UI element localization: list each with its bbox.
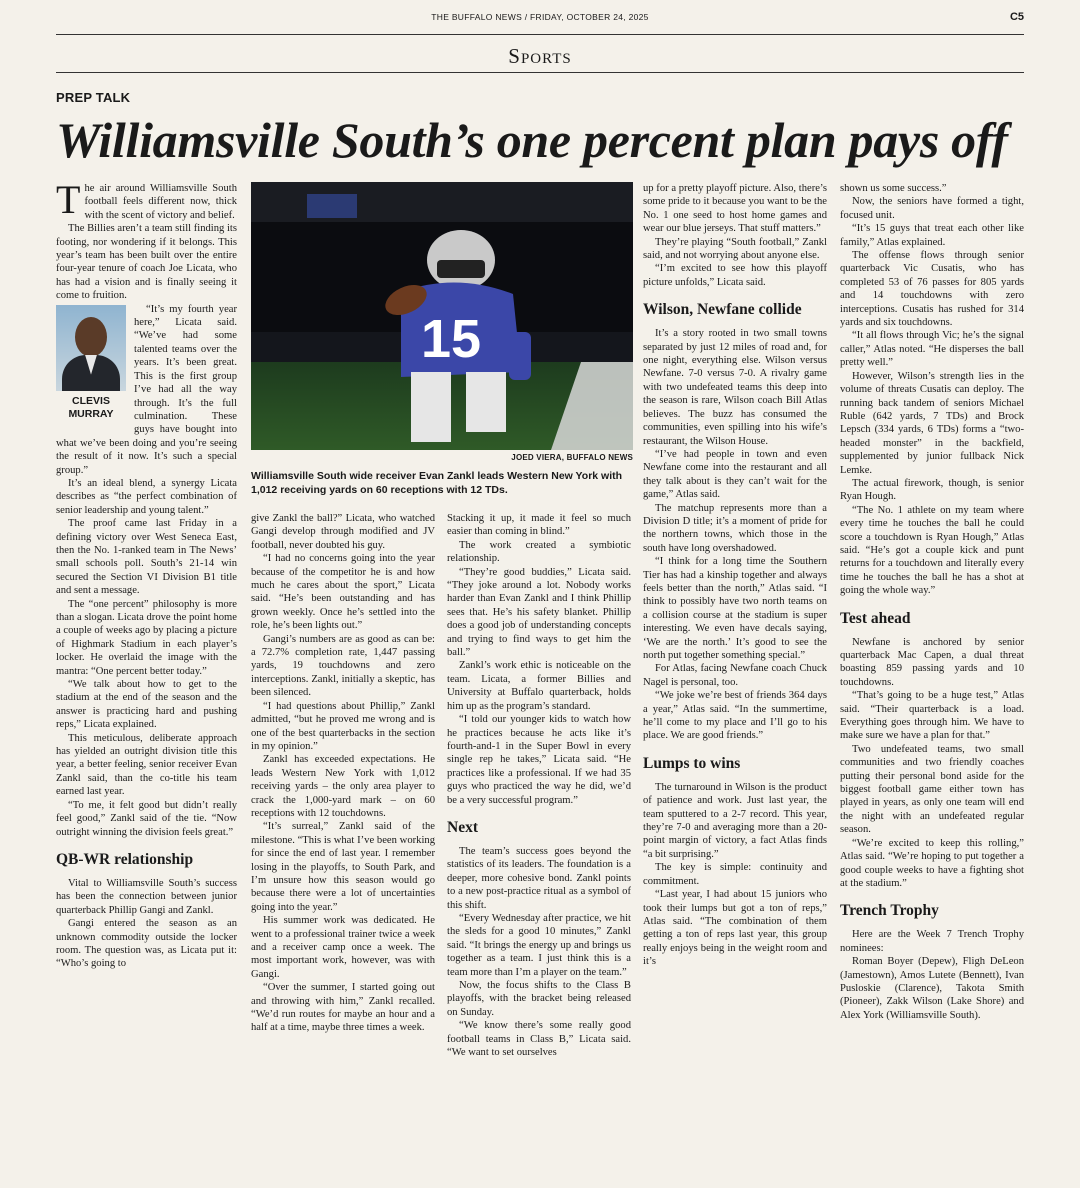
paragraph: Gangi entered the season as an unknown commodity outside the locker room. The question was, as Licata put it: “Who’s going to	[56, 918, 237, 970]
headline: Williamsville South’s one percent plan pays off	[56, 112, 1008, 168]
paragraph: The work created a symbiotic relationship.	[447, 539, 631, 565]
subheading: Lumps to wins	[643, 754, 741, 772]
paragraph-text: he air around Williamsville South football feels different now, thick with the scent of victory and belief.	[84, 183, 237, 221]
paragraph: “I told our younger kids to watch how he practices because he acts like it’s fourth-and-1 in the Super Bowl in every single rep he takes,” Licata said. “He practices like a professional. If we had 35 guys who practiced the way he did, we’d be a very successful program.”	[447, 714, 631, 806]
paragraph: “We’re excited to keep this rolling,” Atlas said. “We’re hoping to put together a good couple weeks to have a fighting shot at the stadium.”	[840, 837, 1024, 889]
paragraph: “It’s 15 guys that treat each other like family,” Atlas explained.	[840, 223, 1024, 248]
article-column-1	[56, 182, 237, 1188]
subheading: Next	[447, 818, 478, 836]
paragraph: The proof came last Friday in a defining victory over West Seneca East, then the No. 1-ranked team in The News’ small schools poll. South’s 21-14 win secured the Section VI Division B1 title and sent a message.	[56, 518, 237, 597]
dropcap: T	[56, 182, 81, 222]
paragraph: Zankl has exceeded expectations. He leads Western New York with 1,012 receiving yards – the only area player to crack the 1,000-yard mark – on 60 receptions with 12 touchdowns.	[251, 754, 435, 819]
paragraph: Roman Boyer (Depew), Fligh DeLeon (Jamestown), Amos Lutete (Bennett), Ivan Pusloskie (Clarence), Takota Smith (Pioneer), Zakk Wilson (Lake Shore) and Alex York (Williamsville South).	[840, 956, 1024, 1021]
paragraph: Here are the Week 7 Trench Trophy nominees:	[840, 929, 1024, 954]
paragraph: It’s a story rooted in two small towns separated by just 12 miles of road and, for one night, everything else. Wilson versus Newfane. 7-0 versus 7-0. A rivalry game with two undefeated teams this deep into the season is rare, Wilson coach Bill Atlas believes. The buzz has consumed the communities, even spilling into his wife’s restaurant, the Wilson House.	[643, 328, 827, 447]
subheading: QB-WR relationship	[56, 850, 194, 868]
section-rule	[56, 72, 1024, 73]
photo-credit: JOED VIERA, BUFFALO NEWS	[511, 453, 633, 462]
author-first-name: CLEVIS	[72, 394, 110, 407]
author-mugshot	[56, 305, 126, 421]
paragraph: The turnaround in Wilson is the product of patience and work. Just last year, the team sputtered to a 2-7 record. This year, they’re 7-0 and averaging more than a 20-point margin of victory, a fact Atlas finds “a bit surprising.”	[643, 781, 827, 860]
article-column-3	[447, 512, 631, 1188]
paragraph: give Zankl the ball?” Licata, who watched Gangi develop through modified and JV football, never doubted his guy.	[251, 513, 435, 551]
subheading: Trench Trophy	[840, 902, 939, 920]
paragraph: The key is simple: continuity and commitment.	[643, 862, 827, 887]
paragraph: For Atlas, facing Newfane coach Chuck Nagel is personal, too.	[643, 663, 827, 688]
author-photo	[56, 305, 126, 391]
paragraph: They’re playing “South football,” Zankl said, and not worrying about anyone else.	[643, 236, 827, 262]
article-column-5	[840, 182, 1024, 1188]
paragraph: “We talk about how to get to the stadium at the end of the season and the answer is practicing hard and pushing reps,” Licata explained.	[56, 679, 237, 731]
paragraph: “We know there’s some really good football teams in Class B,” Licata said. “We want to set ourselves	[447, 1020, 631, 1059]
paragraph: Now, the focus shifts to the Class B playoffs, with the bracket being released on Sunday.	[447, 980, 631, 1018]
paragraph: “I had no concerns going into the year because of the competitor he is and how much he cares about the sport,” Licata said. “He’s been outstanding and has grown weekly. Once he’s settled into the role, he’s been lights out.”	[251, 553, 435, 632]
paragraph: shown us some success.”	[840, 183, 947, 194]
paragraph: The offense flows through senior quarterback Vic Cusatis, who has completed 53 of 76 passes for 805 yards and 14 touchdowns with zero interceptions. Cusatis has rushed for 314 yards and six touchdowns.	[840, 250, 1024, 329]
author-last-name: MURRAY	[68, 407, 114, 420]
paragraph: The team’s success goes beyond the statistics of its leaders. The foundation is a deeper, more cohesive bond. Zankl points to a new post-practice ritual as a symbol of this shift.	[447, 845, 631, 911]
jersey-number: 15	[421, 309, 482, 369]
paragraph: up for a pretty playoff picture. Also, there’s some pride to it because you want to be the No. 1 one seed to host home games and wear our blue jerseys. That stuff matters.”	[643, 183, 827, 235]
paragraph: The matchup represents more than a Division D title; it’s a moment of pride for the northern towns, which those in the south have long overshadowed.	[643, 502, 827, 554]
paragraph: Vital to Williamsville South’s success has been the connection between junior quarterback Phillip Gangi and Zankl.	[56, 877, 237, 916]
paragraph: The actual firework, though, is senior Ryan Hough.	[840, 477, 1024, 503]
paragraph: The “one percent” philosophy is more than a slogan. Licata drove the point home a couple of weeks ago by placing a picture of Highmark Stadium in each player’s locker. He overlaid the image with the mantra: “One percent better today.”	[56, 598, 237, 677]
paragraph: “It’s surreal,” Zankl said of the milestone. “This is what I’ve been working for since the end of last year. I remember losing in the playoffs, to South Park, and I’m unsure how this season would go because there were a lot of uncertainties going into the year.”	[251, 821, 435, 913]
paragraph: “The No. 1 athlete on my team where every time he touches the ball he could score a touchdown is Ryan Hough,” Atlas said. “He’s got a couple kick and punt returns for a touchdown and literally every time he touches the ball he has a shot at going the whole way.”	[840, 504, 1024, 597]
article-column-2	[251, 512, 435, 1188]
paragraph: Stacking it up, it made it feel so much easier than coming in blind.”	[447, 513, 631, 538]
page-number: C5	[1009, 11, 1024, 23]
paragraph: “It all flows through Vic; he’s the signal caller,” Atlas noted. “He disperses the ball pretty well.”	[840, 330, 1024, 369]
paragraph: “I’m excited to see how this playoff picture unfolds,” Licata said.	[643, 263, 827, 288]
kicker: PREP TALK	[56, 90, 131, 105]
article-column-4	[643, 182, 827, 1188]
paragraph: “I think for a long time the Southern Tier has had a kinship together and always feels better than the north,” Atlas said. “I think to possibly have two north teams on a collision course at the stadium is super interesting. We even have decals saying, ‘We are the north.’ It’s good to see the north put together something special.”	[643, 556, 827, 661]
paragraph: Newfane is anchored by senior quarterback Mac Capen, a dual threat boasting 859 passing yards and 10 touchdowns.	[840, 636, 1024, 688]
paragraph: “Last year, I had about 15 juniors who took their lumps but got a ton of reps,” Atlas said. “The combination of them getting a ton of reps last year, this group really enjoys being in the weight room and it’s	[643, 889, 827, 968]
author-byline	[56, 395, 126, 421]
publication-date: THE BUFFALO NEWS / FRIDAY, OCTOBER 24, 2025	[431, 12, 649, 22]
paragraph: “We joke we’re best of friends 364 days a year,” Atlas said. “In the summertime, he’ll come to my place and I’ll go to his place. We are good friends.”	[643, 690, 827, 742]
paragraph: “I had questions about Phillip,” Zankl admitted, “but he proved me wrong and is one of the best quarterbacks in the section in my opinion.”	[251, 700, 435, 752]
paragraph: Two undefeated teams, two small communities and two friendly coaches putting their personal bond aside for the biggest football game either town has played in years, as only one team will end the night with an undefeated regular season.	[840, 743, 1024, 836]
paragraph: “Every Wednesday after practice, we hit the sleds for a good 10 minutes,” Zankl said. “It brings the energy up and brings us together as a team. I just think this is a team more than I’m a player on the team.”	[447, 912, 631, 978]
paragraph: Zankl’s work ethic is noticeable on the team. Licata, a former Billies and University at Buffalo quarterback, holds him up as the program’s standard.	[447, 660, 631, 712]
paragraph: “Over the summer, I started going out and throwing with him,” Zankl recalled. “We’d run routes for maybe an hour and a half at a time, maybe three times a week.	[251, 982, 435, 1034]
paragraph: “To me, it felt good but didn’t really feel good,” Zankl said of the tie. “Now outright winning the division feels great.”	[56, 799, 237, 838]
photo-caption: Williamsville South wide receiver Evan Zankl leads Western New York with 1,012 receiving yards on 60 receptions with 12 TDs.	[251, 470, 623, 496]
masthead-rule	[56, 34, 1024, 35]
subheading: Wilson, Newfane collide	[643, 301, 802, 319]
paragraph: “It’s my fourth year here,” Licata said. “We’ve had some talented teams over the years. It’s been great. This is the first group I’ve had all the way through. It’s the full culmination. These guys have bought into what we’ve been doing and you’re seeing the result of it now. It’s such a special group.”	[56, 303, 237, 476]
paragraph: This meticulous, deliberate approach has yielded an outright division title this year, a better feeling, senior receiver Evan Zankl said, than the co-title his team earned last year.	[56, 732, 237, 798]
paragraph: Now, the seniors have formed a tight, focused unit.	[840, 196, 1024, 221]
paragraph: “That’s going to be a huge test,” Atlas said. “Their quarterback is a load. Everything goes through him. We have to make sure we have a plan for that.”	[840, 690, 1024, 742]
paragraph: The Billies aren’t a team still finding its footing, nor wondering if it belongs. This year’s team has been built over the entire four-year tenure of coach Joe Licata, who has had a vision and is finally seeing it come to fruition.	[56, 223, 237, 302]
masthead	[56, 12, 1024, 28]
paragraph: However, Wilson’s strength lies in the volume of threats Cusatis can deploy. The running back tandem of seniors Michael Ruble (642 yards, 7 TDs) and Brock Lepsch (334 yards, 6 TDs) forms a “two-headed monster” in the backfield, supplemented by junior fullback Nick Lemke.	[840, 370, 1024, 476]
football-player-illustration	[251, 182, 633, 450]
paragraph	[56, 182, 237, 222]
section-title: Sports	[508, 44, 572, 68]
paragraph: His summer work was dedicated. He went to a professional trainer twice a week and a receiver camp once a week. The most important work, however, was with Gangi.	[251, 915, 435, 980]
paragraph: It’s an ideal blend, a synergy Licata describes as “the perfect combination of senior leadership and young talent.”	[56, 477, 237, 516]
paragraph: “I’ve had people in town and even Newfane come into the restaurant and all they talk about is they can’t wait for the game,” Atlas said.	[643, 448, 827, 501]
subheading: Test ahead	[840, 609, 911, 627]
paragraph: Gangi’s numbers are as good as can be: a 72.7% completion rate, 1,447 passing yards, 19 touchdowns and zero interceptions. Zankl, initially a skeptic, has been silenced.	[251, 633, 435, 699]
article-photo	[251, 182, 633, 450]
paragraph: “They’re good buddies,” Licata said. “They joke around a lot. Nobody works harder than Evan Zankl and I think Phillip sees that. He’s his safety blanket. Phillip does a good job of understanding concepts and trying to find ways to get him the ball.”	[447, 566, 631, 659]
